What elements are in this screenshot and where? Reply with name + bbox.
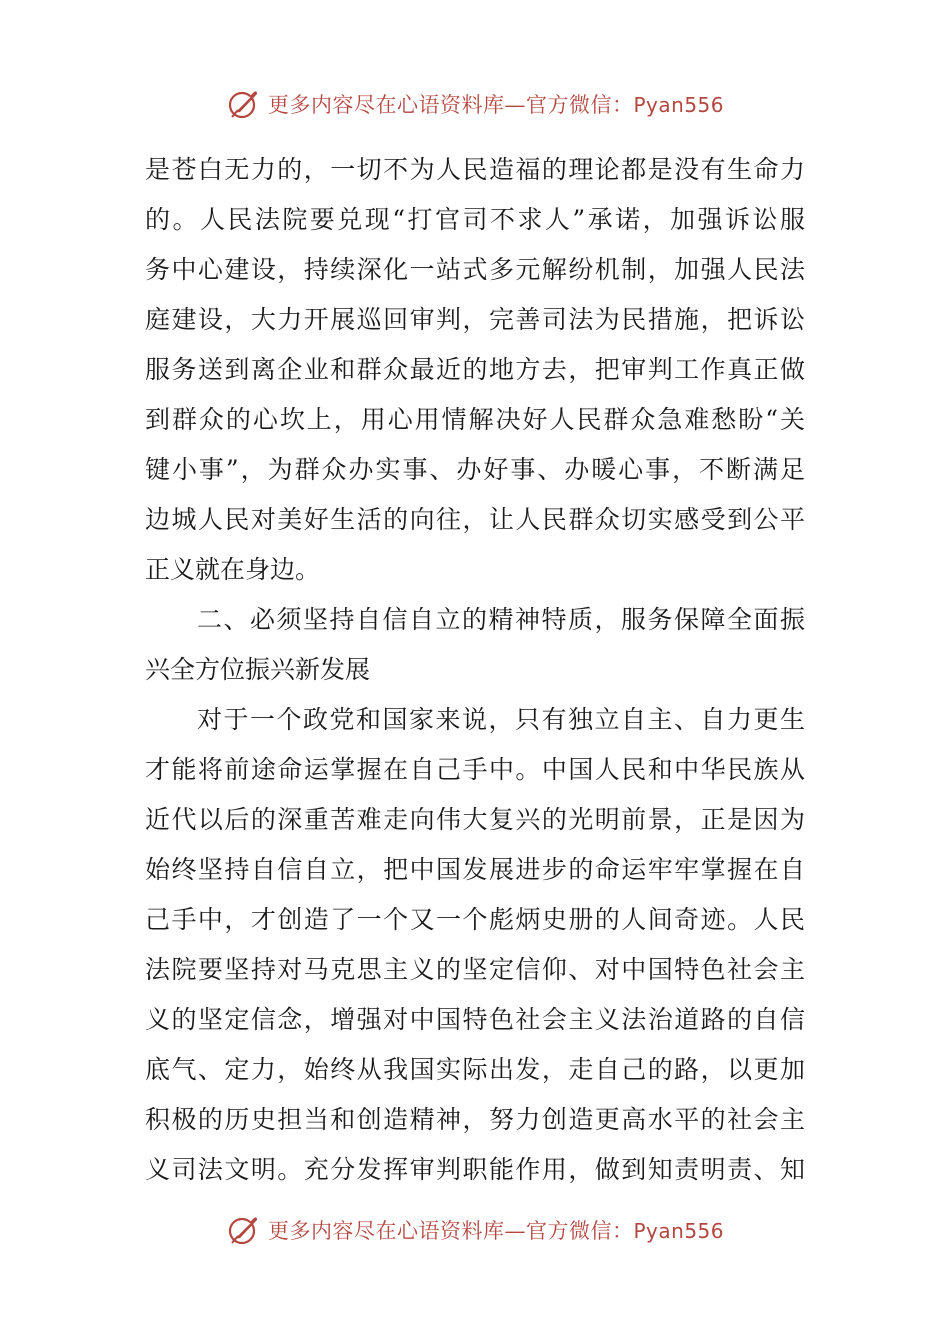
- watermark-text: 更多内容尽在心语资料库—官方微信：Pyan556: [267, 1219, 724, 1243]
- text-line: 服务送到离企业和群众最近的地方去，把审判工作真正做: [145, 355, 805, 384]
- text-line: 边城人民对美好生活的向往，让人民群众切实感受到公平: [145, 505, 805, 534]
- watermark-wechat-id: Pyan556: [633, 1219, 724, 1243]
- footer-watermark: [0, 1210, 950, 1250]
- watermark-text: 更多内容尽在心语资料库—官方微信：Pyan556: [267, 93, 724, 117]
- quill-logo-icon: [226, 86, 262, 122]
- section-heading-line: 兴全方位振兴新发展: [145, 655, 371, 684]
- text-line: 法院要坚持对马克思主义的坚定信仰、对中国特色社会主: [145, 955, 805, 984]
- text-line: 是苍白无力的，一切不为人民造福的理论都是没有生命力: [145, 155, 805, 184]
- text-line: 才能将前途命运掌握在自己手中。中国人民和中华民族从: [145, 755, 805, 784]
- header-watermark: [0, 84, 950, 124]
- text-line: 务中心建设，持续深化一站式多元解纷机制，加强人民法: [145, 255, 805, 284]
- text-line: 己手中，才创造了一个又一个彪炳史册的人间奇迹。人民: [145, 905, 805, 934]
- text-line: 到群众的心坎上，用心用情解决好人民群众急难愁盼“关: [145, 405, 805, 434]
- text-line: 庭建设，大力开展巡回审判，完善司法为民措施，把诉讼: [145, 305, 805, 334]
- text-line: 键小事”，为群众办实事、办好事、办暖心事，不断满足: [145, 455, 805, 484]
- section-heading-line: 二、必须坚持自信自立的精神特质，服务保障全面振: [197, 605, 805, 634]
- text-line: 始终坚持自信自立，把中国发展进步的命运牢牢掌握在自: [145, 855, 805, 884]
- text-line: 对于一个政党和国家来说，只有独立自主、自力更生: [197, 705, 805, 734]
- text-line: 义的坚定信念，增强对中国特色社会主义法治道路的自信: [145, 1005, 805, 1034]
- watermark-wechat-id: Pyan556: [633, 93, 724, 117]
- text-line: 底气、定力，始终从我国实际出发，走自己的路，以更加: [145, 1055, 805, 1084]
- quill-logo-icon: [226, 1212, 262, 1248]
- text-line: 的。人民法院要兑现“打官司不求人”承诺，加强诉讼服: [145, 205, 805, 234]
- document-body: [145, 145, 805, 1195]
- text-line: 积极的历史担当和创造精神，努力创造更高水平的社会主: [145, 1105, 805, 1134]
- text-line: 近代以后的深重苦难走向伟大复兴的光明前景，正是因为: [145, 805, 805, 834]
- text-line: 义司法文明。充分发挥审判职能作用，做到知责明责、知: [145, 1155, 805, 1184]
- text-line: 正义就在身边。: [145, 555, 321, 584]
